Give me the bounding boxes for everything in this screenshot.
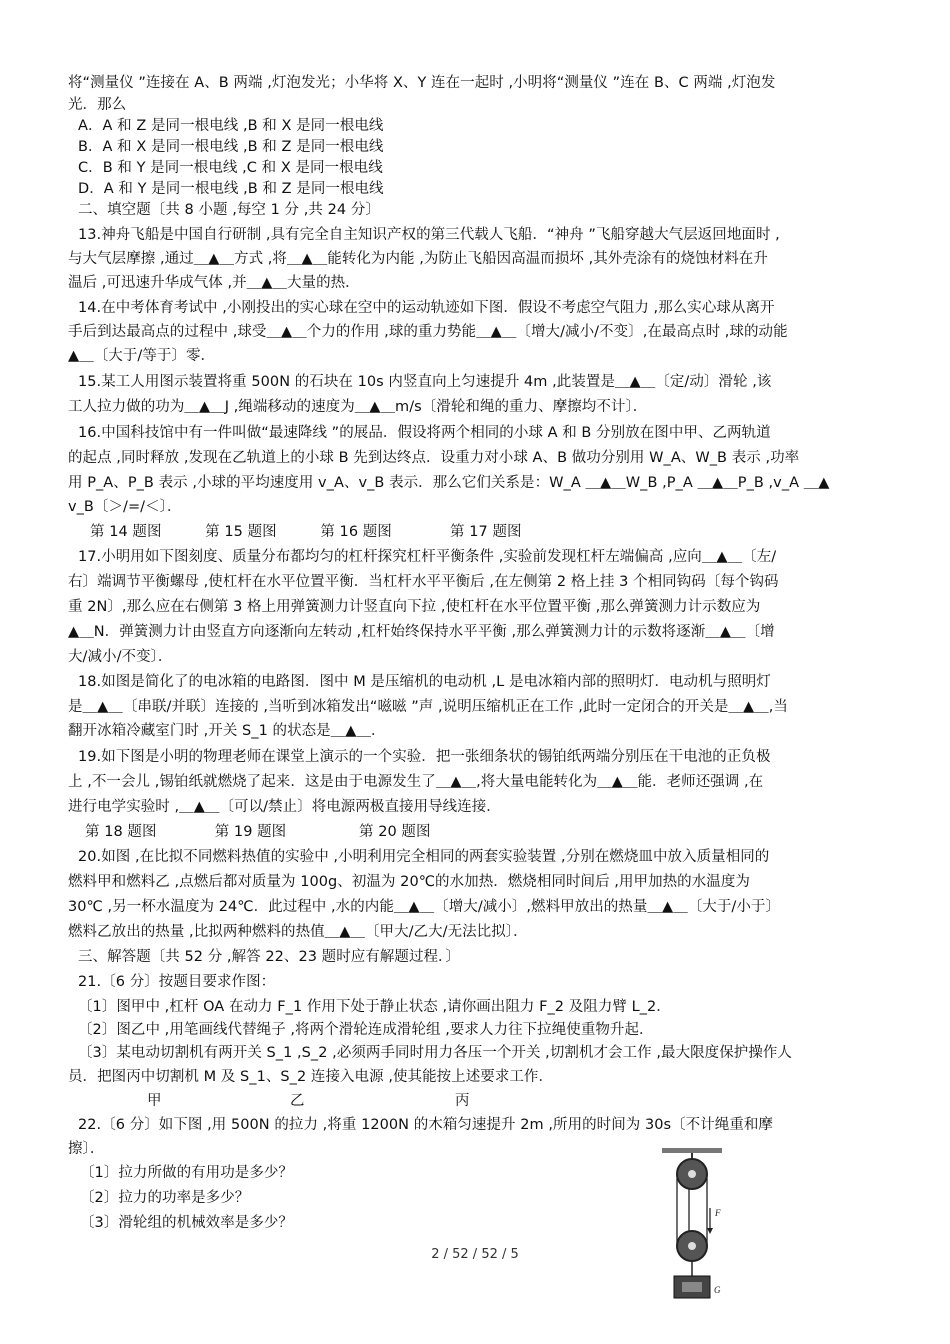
option-a: A．A 和 Z 是同一根电线 ,B 和 X 是同一根电线 — [78, 118, 384, 134]
text-line: 温后 ,可迅速升华成气体 ,并＿▲＿大量的热． — [68, 275, 360, 291]
figure-label-jia: 甲 — [147, 1093, 162, 1109]
text-line: v_B〔＞/=/＜〕． — [68, 499, 182, 515]
text-line: 〔1〕图甲中 ,杠杆 OA 在动力 F_1 作用下处于静止状态 ,请你画出阻力 F_2 及阻力臂 L_2． — [78, 999, 671, 1015]
text-line: 翻开冰箱冷藏室门时 ,开关 S_1 的状态是＿▲＿． — [68, 723, 386, 739]
figure-captions: 第 18 题图 第 19 题图 第 20 题图 — [85, 824, 431, 840]
text-line: 〔2〕拉力的功率是多少？ — [80, 1190, 250, 1206]
text-line: 右〕端调节平衡螺母 ,使杠杆在水平位置平衡．当杠杆水平平衡后 ,在左侧第 2 格上挂 3 个相同钩码〔每个钩码 — [68, 574, 779, 590]
text-line: 21.〔6 分〕按题目要求作图： — [78, 974, 276, 990]
weight-label: G — [714, 1285, 721, 1295]
text-line: 17.小明用如下图刻度、质量分布都均匀的杠杆探究杠杆平衡条件 ,实验前发现杠杆左端偏高 ,应向＿▲＿〔左/ — [78, 549, 777, 565]
text-line: 〔1〕拉力所做的有用功是多少？ — [80, 1165, 293, 1181]
text-line: 燃料乙放出的热量 ,比拟两种燃料的热值＿▲＿〔甲大/乙大/无法比拟〕． — [68, 924, 528, 940]
text-line: 14.在中考体育考试中 ,小刚投出的实心球在空中的运动轨迹如下图．假设不考虑空气阻力 ,那么实心球从离开 — [78, 300, 775, 316]
force-label: F — [715, 1208, 721, 1218]
text-line: ▲＿〔大于/等于〕零． — [68, 348, 216, 364]
text-line: 13.神舟飞船是中国自行研制 ,具有完全自主知识产权的第三代载人飞船．“神舟 ”飞船穿越大气层返回地面时 , — [78, 227, 780, 243]
text-line: 擦〕． — [68, 1141, 105, 1157]
option-c: C．B 和 Y 是同一根电线 ,C 和 X 是同一根电线 — [78, 160, 383, 176]
text-line: 大/减小/不变〕． — [68, 649, 173, 665]
text-line: 16.中国科技馆中有一件叫做“最速降线 ”的展品．假设将两个相同的小球 A 和 B 分别放在图中甲、乙两轨道 — [78, 425, 771, 441]
text-line: 20.如图 ,在比拟不同燃料热值的实验中 ,小明利用完全相同的两套实验装置 ,分别在燃烧皿中放入质量相同的 — [78, 849, 770, 865]
text-line: 上 ,不一会儿 ,锡铂纸就燃烧了起来．这是由于电源发生了＿▲＿,将大量电能转化为＿▲＿能．老师还强调 ,在 — [68, 774, 764, 790]
text-line: 将“测量仪 ”连接在 A、B 两端 ,灯泡发光；小华将 X、Y 连在一起时 ,小明将“测量仪 ”连在 B、C 两端 ,灯泡发 — [68, 75, 776, 91]
figure-captions: 第 14 题图 第 15 题图 第 16 题图 第 17 题图 — [90, 524, 522, 540]
page-number: 2 / 52 / 52 / 5 — [431, 1247, 519, 1262]
option-d: D．A 和 Y 是同一根电线 ,B 和 Z 是同一根电线 — [78, 181, 384, 197]
figure-label-bing: 丙 — [455, 1093, 470, 1109]
text-line: 的起点 ,同时释放 ,发现在乙轨道上的小球 B 先到达终点．设重力对小球 A、B 做功分别用 W_A、W_B 表示 ,功率 — [68, 450, 800, 466]
text-line: 工人拉力做的功为＿▲＿J ,绳端移动的速度为＿▲＿m/s〔滑轮和绳的重力、摩擦均不计〕． — [68, 399, 648, 415]
text-line: 进行电学实验时 ,＿▲＿〔可以/禁止〕将电源两极直接用导线连接． — [68, 799, 501, 815]
text-line: 18.如图是简化了的电冰箱的电路图．图中 M 是压缩机的电动机 ,L 是电冰箱内部的照明灯．电动机与照明灯 — [78, 674, 771, 690]
text-line: 22.〔6 分〕如下图 ,用 500N 的拉力 ,将重 1200N 的木箱匀速提升 2m ,所用的时间为 30s〔不计绳重和摩 — [78, 1117, 773, 1133]
pulley-system-figure — [652, 1148, 732, 1308]
text-line: 用 P_A、P_B 表示 ,小球的平均速度用 v_A、v_B 表示．那么它们关系是：W_A ＿▲＿W_B ,P_A ＿▲＿P_B ,v_A ＿▲ — [68, 475, 830, 491]
text-line: 19.如下图是小明的物理老师在课堂上演示的一个实验．把一张细条状的锡铂纸两端分别压在干电池的正负极 — [78, 749, 771, 765]
section-heading: 三、解答题〔共 52 分 ,解答 22、23 题时应有解题过程．〕 — [78, 949, 460, 965]
text-line: 30℃ ,另一杯水温度为 24℃．此过程中 ,水的内能＿▲＿〔增大/减小〕,燃料甲放出的热量＿▲＿〔大于/小于〕 — [68, 899, 780, 915]
ceiling-beam — [662, 1148, 722, 1153]
text-line: 〔2〕图乙中 ,用笔画线代替绳子 ,将两个滑轮连成滑轮组 ,要求人力往下拉绳使重物升起． — [78, 1022, 654, 1038]
text-line: 15.某工人用图示装置将重 500N 的石块在 10s 内竖直向上匀速提升 4m ,此装置是＿▲＿〔定/动〕滑轮 ,该 — [78, 374, 772, 390]
text-line: 〔3〕某电动切割机有两开关 S_1 ,S_2 ,必须两手同时用力各压一个开关 ,切割机才会工作 ,最大限度保护操作人 — [78, 1045, 792, 1061]
text-line: 重 2N〕,那么应在右侧第 3 格上用弹簧测力计竖直向下拉 ,使杠杆在水平位置平衡 ,那么弹簧测力计示数应为 — [68, 599, 761, 615]
figure-label-yi: 乙 — [290, 1093, 305, 1109]
option-b: B．A 和 X 是同一根电线 ,B 和 Z 是同一根电线 — [78, 139, 384, 155]
text-line: 光．那么 — [68, 97, 127, 113]
text-line: 与大气层摩擦 ,通过＿▲＿方式 ,将＿▲＿能转化为内能 ,为防止飞船因高温而损坏 ,其外壳涂有的烧蚀材料在升 — [68, 251, 768, 267]
text-line: ▲＿N．弹簧测力计由竖直方向逐渐向左转动 ,杠杆始终保持水平平衡 ,那么弹簧测力计的示数将逐渐＿▲＿〔增 — [68, 624, 775, 640]
section-heading: 二、填空题〔共 8 小题 ,每空 1 分 ,共 24 分〕 — [78, 202, 380, 218]
text-line: 〔3〕滑轮组的机械效率是多少？ — [80, 1215, 293, 1231]
text-line: 手后到达最高点的过程中 ,球受＿▲＿个力的作用 ,球的重力势能＿▲＿〔增大/减小/不变〕,在最高点时 ,球的动能 — [68, 324, 788, 340]
text-line: 燃料甲和燃料乙 ,点燃后都对质量为 100g、初温为 20℃的水加热．燃烧相同时间后 ,用甲加热的水温度为 — [68, 874, 750, 890]
text-line: 员．把图丙中切割机 M 及 S_1、S_2 连接入电源 ,使其能按上述要求工作． — [68, 1069, 554, 1085]
text-line: 是＿▲＿〔串联/并联〕连接的 ,当听到冰箱发出“嗞嗞 ”声 ,说明压缩机正在工作 ,此时一定闭合的开关是＿▲＿,当 — [68, 699, 788, 715]
